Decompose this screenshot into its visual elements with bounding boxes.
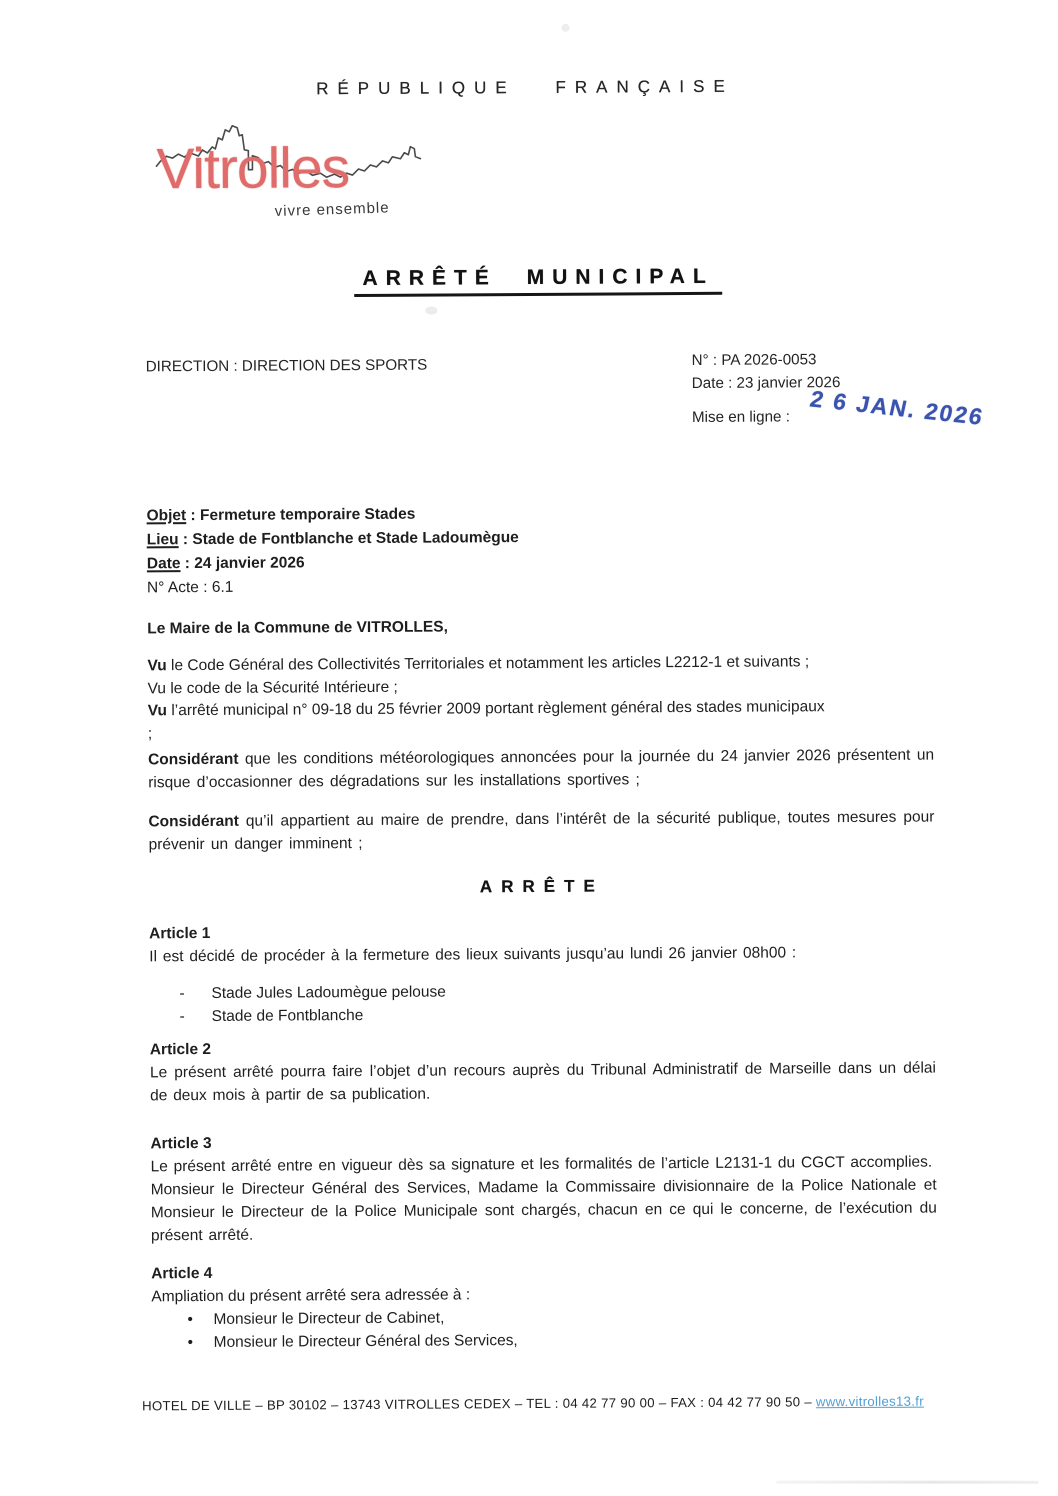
vu-text: le code de la Sécurité Intérieure ; [165,678,398,697]
maire-line: Le Maire de la Commune de VITROLLES, [147,618,448,638]
article-3-body: Le présent arrêté entre en vigueur dès sa signature et les formalités de l’article L2131-1 du CGCT accomplies. [150,1153,933,1176]
vitrolles-tagline: vivre ensemble [274,199,390,221]
numero-line: N° : PA 2026-0053 [691,351,817,369]
numero-acte-line: N° Acte : 6.1 [146,578,234,597]
scan-artifact-line [776,1481,1038,1484]
article-2-heading: Article 2 [149,1040,212,1059]
article-3 [150,1128,937,1248]
document-title-row [145,264,931,299]
list-item [150,1001,936,1029]
vitrolles-wordmark: Vitrolles [156,136,350,202]
considerant-paragraph [148,745,934,795]
date-line: Date : 23 janvier 2026 [691,374,841,392]
mise-en-ligne-label: Mise en ligne : [691,408,790,426]
direction-line: DIRECTION : DIRECTION DES SPORTS [145,356,428,376]
objet-line [147,502,519,528]
objet-separator: : [186,507,201,525]
article-3-body-2: Monsieur le Directeur Général des Services, Madame la Commissaire divisionnaire de la Police Nationale et Monsieur le Directeur de la Police Municipale sont chargés, chacun en ce qui le concerne, de l’exécution du présent arrêté. [150,1176,937,1245]
subject-date-value: 24 janvier 2026 [194,554,305,573]
dash-marker: - [179,1008,185,1026]
article-1-heading: Article 1 [149,924,211,943]
lieu-separator: : [178,531,193,549]
article-4-body: Ampliation du présent arrêté sera adressée à : [151,1286,471,1306]
article-4-list [151,1304,937,1355]
lieu-label: Lieu [146,531,179,549]
vu-lead: Vu [147,657,167,675]
list-item-text: Monsieur le Directeur Général des Services, [213,1332,518,1351]
lieu-line [147,526,519,552]
scan-artifact-dot [562,24,570,32]
article-1-body: Il est décidé de procéder à la fermeture des lieux suivants jusqu’au lundi 26 janvier 08h00 : [149,944,797,966]
article-2-body: Le présent arrêté pourra faire l’objet d’un recours auprès du Tribunal Administratif de Marseille dans un délai de deux mois à partir de sa publication. [149,1059,937,1105]
article-1 [149,918,936,1029]
subject-date-separator: : [180,555,195,573]
dash-marker: - [179,985,185,1003]
vu-lead: Vu [147,702,168,720]
footer-website-link[interactable]: www.vitrolles13.fr [815,1393,924,1410]
objet-label: Objet [146,507,187,525]
article-1-list [149,978,935,1029]
list-item-text: Monsieur le Directeur de Cabinet, [213,1309,445,1328]
subject-date-line [147,550,519,576]
objet-value: Fermeture temporaire Stades [199,505,416,525]
footer-text: HOTEL DE VILLE – BP 30102 – 13743 VITROLLES CEDEX – TEL : 04 42 77 90 00 – FAX : 04 42 77 90 50 – [142,1394,816,1414]
considerant-lead: Considérant [148,812,239,831]
vu-text: l’arrêté municipal n° 09-18 du 25 février 2009 portant règlement général des stades municipaux [166,698,825,720]
date-stamp: 2 6 JAN. 2026 [807,385,987,430]
bullet-marker: • [187,1334,194,1352]
list-item-text: Stade de Fontblanche [211,1007,364,1025]
arrete-heading-row [149,875,935,900]
bullet-marker: • [187,1311,193,1329]
vitrolles-logo [146,112,447,234]
subject-date-label: Date [146,555,181,573]
considerant-lead: Considérant [148,750,239,769]
considerant-text: que les conditions météorologiques annoncées pour la journée du 24 janvier 2026 présentent un risque d’occasionner des dégradations sur les installations sportives ; [148,746,935,791]
subject-block [147,502,520,600]
article-4 [151,1258,938,1355]
article-3-heading: Article 3 [150,1134,212,1153]
scan-artifact-smudge [425,307,437,315]
vu-tail: ; [147,724,153,742]
republique-francaise-header: RÉPUBLIQUE FRANÇAISE [316,76,734,99]
arrete-heading: ARRÊTE [479,876,604,897]
article-4-heading: Article 4 [151,1264,213,1283]
document-title: ARRÊTÉ MUNICIPAL [354,265,721,297]
vu-lead: Vu [147,679,167,697]
considerant-paragraph [148,807,934,857]
vu-line [148,696,932,746]
list-item [152,1327,938,1355]
lieu-value: Stade de Fontblanche et Stade Ladoumègue [192,529,519,549]
vu-block [147,651,932,746]
considerant-text: qu’il appartient au maire de prendre, dans l’intérêt de la sécurité publique, toutes mesures pour prévenir un danger imminent ; [148,808,935,853]
article-2 [150,1034,936,1108]
vu-text: le Code Général des Collectivités Territoriales et notamment les articles L2212-1 et suivants ; [166,653,810,675]
list-item-text: Stade Jules Ladoumègue pelouse [211,983,446,1002]
footer-address-line [4,1393,1058,1414]
